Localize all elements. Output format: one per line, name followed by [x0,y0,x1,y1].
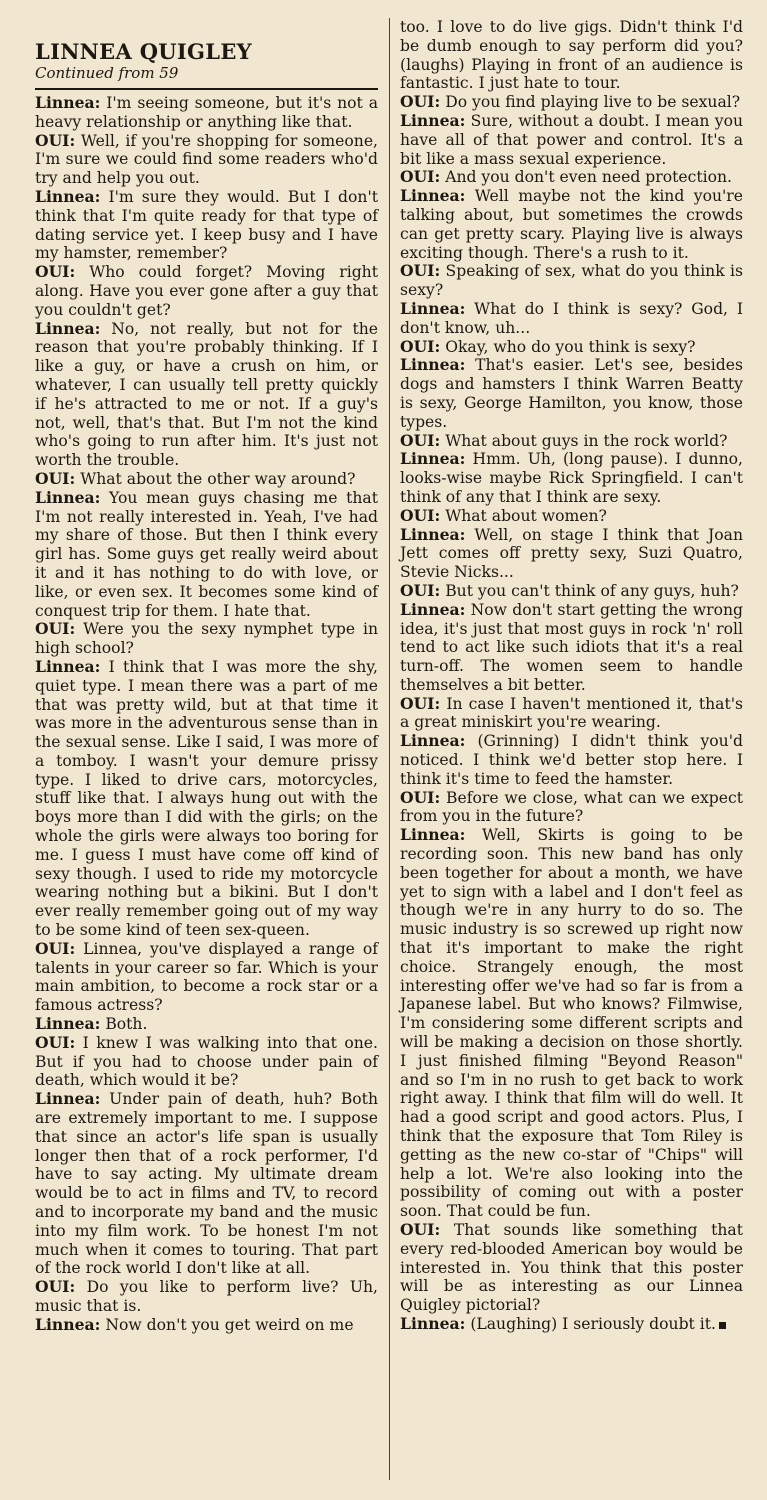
speaker-label: Linnea: [35,487,101,507]
end-of-article-mark [719,1322,726,1329]
speaker-label: OUI: [400,261,441,281]
speaker-label: OUI: [400,430,441,450]
interview-paragraph [35,1015,378,1034]
interview-paragraph [400,432,743,451]
header-rule [35,88,378,90]
paragraph-text: I knew I was walking into that one. But if you had to choose under pain of death, which would it be? [35,1033,378,1090]
interview-paragraph [35,620,378,658]
speaker-label: Linnea: [35,93,101,112]
paragraph-text: Well, Skirts is going to be recording soon. This new band has only been together for about a month, we have yet to sign with a label and I don't feel as though we're in any hurry to do so. The music industry is so screwed up right now that it's important to make the right choice. Strangely enough, the most interesting offer we've had so far is from a Japanese label. But who knows? Filmwise, I'm considering some different scripts and will be making a decision on those shortly. I just finished filming "Beyond Reason" and so I'm in no rush to get back to work right away. I think that film will do well. It had a good script and good actors. Plus, I think that the exposure that Tom Riley is getting as the new co-star of "Chips" will help a lot. We're also looking into the possibility of coming out with a poster soon. That could be fun. [400,826,743,1221]
speaker-label: Linnea: [400,298,466,318]
paragraph-text: Now don't you get weird on me [100,1315,354,1334]
paragraph-text: Linnea, you've displayed a range of talents in your career so far. Which is your main ambition, to become a rock star or a famous actress? [35,939,378,1015]
speaker-label: OUI: [400,1220,441,1239]
paragraph-text: Now don't start getting the wrong idea, it's just that most guys in rock 'n' roll tend to act like such idiots that it's a real turn-off. The women seem to handle themselves a bit better. [400,600,743,694]
paragraph-text: Well maybe not the kind you're talking about, but sometimes the crowds can get pretty scary. Playing live is always exciting though. There's a rush to it. [400,187,743,262]
speaker-label: Linnea: [400,524,466,544]
left-column [35,40,378,1335]
paragraph-text: Well, on stage I think that Joan Jett comes off pretty sexy, Suzi Quatro, Stevie Nicks... [400,525,743,582]
interview-paragraph [400,507,743,526]
speaker-label: Linnea: [400,355,466,375]
column-divider [389,18,390,1480]
speaker-label: OUI: [35,1032,76,1052]
speaker-label: Linnea: [35,318,101,338]
paragraph-text: Who could forget? Moving right along. Have you ever gone after a guy that you couldn't get? [35,263,378,319]
paragraph-text: Do you find playing live to be sexual? [440,93,741,112]
interview-paragraph [400,338,743,357]
interview-paragraph [400,789,743,827]
speaker-label: Linnea: [35,1314,101,1334]
paragraph-text: Do you like to perform live? Uh, music that is. [35,1278,378,1315]
paragraph-text: What about guys in the rock world? [440,431,728,450]
paragraph-text: But you can't think of any guys, huh? [440,581,739,600]
interview-paragraph [400,112,743,168]
speaker-label: OUI: [35,130,76,150]
paragraph-text: Okay, who do you think is sexy? [440,337,696,356]
interview-paragraph [35,470,378,489]
speaker-label: OUI: [35,619,76,639]
interview-paragraph [400,187,743,262]
speaker-label: Linnea: [400,1313,466,1333]
paragraph-text: Sure, without a doubt. I mean you have all of that power and control. It's a bit like a mass sexual experience. [400,111,743,168]
adjacent-page-edge [752,0,767,1500]
interview-paragraph [35,263,378,319]
interview-paragraph [35,1090,378,1278]
speaker-label: OUI: [35,262,76,282]
interview-paragraph [35,1034,378,1090]
interview-paragraph [400,356,743,431]
paragraph-text: I'm sure they would. But I don't think that I'm quite ready for that type of dating service yet. I keep busy and I have my hamster, remember? [35,187,378,263]
speaker-label: OUI: [400,787,441,807]
paragraph-text: Both. [100,1015,148,1034]
paragraph-text: What about women? [440,506,607,525]
interview-paragraph [400,601,743,695]
paragraph-text: I'm seeing someone, but it's not a heavy relationship or anything like that. [35,94,378,131]
interview-paragraph [35,1316,378,1335]
speaker-label: Linnea: [400,731,466,751]
paragraph-text: Speaking of sex, what do you think is sexy? [400,262,743,300]
speaker-label: Linnea: [400,449,466,469]
interview-paragraph [400,93,743,112]
interview-paragraph [35,1278,378,1316]
paragraph-text: Were you the sexy nymphet type in high school? [35,620,378,658]
speaker-label: Linnea: [35,186,101,206]
speaker-label: Linnea: [35,1089,101,1109]
speaker-label: OUI: [35,1277,76,1297]
interview-paragraph [400,300,743,338]
interview-paragraph [400,1315,743,1334]
paragraph-text: What about the other way around? [75,469,356,488]
paragraph-text: I think that I was more the shy, quiet type. I mean there was a part of me that was pretty wild, but at that time it was more in the adventurous sense than in the sexual sense. Like I said, I was more of a tomboy. I wasn't your demure prissy type. I liked to drive cars, motorcycles, stuff like that. I always hung out with the boys more than I did with the girls; on the whole the girls were always too boring for me. I guess I must have come off kind of sexy though. I used to ride my motorcycle wearing nothing but a bikini. But I don't ever really remember going out of my way to be some kind of teen sex-queen. [35,657,378,940]
speaker-label: OUI: [35,468,76,488]
left-column-body [35,94,378,1335]
paragraph-text: And you don't even need protection. [440,168,732,187]
article-title: LINNEA QUIGLEY [35,39,252,64]
interview-paragraph [400,732,743,788]
speaker-label: Linnea: [400,599,466,619]
speaker-label: OUI: [400,167,441,187]
paragraph-text: Under pain of death, huh? Both are extremely important to me. I suppose that since an actor's life span is usually longer then that of a rock performer, I'd have to say acting. My ultimate dream would be to act in films and TV, to record and to incorporate my band and the music into my film work. To be honest I'm not much when it comes to touring. That part of the rock world I don't like at all. [35,1090,378,1278]
interview-paragraph [35,132,378,188]
interview-paragraph [400,1221,743,1315]
interview-paragraph [400,450,743,506]
interview-paragraph [35,489,378,621]
paragraph-text: Well, if you're shopping for someone, I'm sure we could find some readers who'd try and help you out. [35,131,378,188]
interview-paragraph [35,940,378,1015]
paragraph-text: No, not really, but not for the reason that you're probably thinking. If I like a guy, or have a crush on him, or whatever, I can usually tell pretty quickly if he's attracted to me or not. If a guy's not, well, that's that. But I'm not the kind who's going to run after him. It's just not worth the trouble. [35,319,378,470]
speaker-label: OUI: [400,505,441,525]
speaker-label: Linnea: [400,110,466,130]
interview-paragraph [400,262,743,300]
speaker-label: OUI: [400,92,441,112]
paragraph-text: That's easier. Let's see, besides dogs and hamsters I think Warren Beatty is sexy, George Hamilton, you know, those types. [400,356,743,431]
interview-paragraph [400,582,743,601]
speaker-label: Linnea: [400,186,466,206]
paragraph-text: What do I think is sexy? God, I don't know, uh... [400,299,743,337]
interview-paragraph [35,94,378,132]
interview-paragraph [400,168,743,187]
paragraph-text: In case I haven't mentioned it, that's a great miniskirt you're wearing. [400,694,743,732]
interview-paragraph [35,658,378,940]
paragraph-text: Hmm. Uh, (long pause). I dunno, looks-wise maybe Rick Springfield. I can't think of any that I think are sexy. [400,450,743,506]
speaker-label: Linnea: [35,1014,101,1034]
speaker-label: Linnea: [400,825,466,845]
speaker-label: OUI: [400,580,441,600]
paragraph-text: Before we close, what can we expect from you in the future? [400,788,743,826]
paragraph-text: (Grinning) I didn't think you'd noticed. I think we'd better stop here. I think it's time to feed the hamster. [400,732,743,788]
interview-paragraph [400,826,743,1221]
speaker-label: Linnea: [35,656,101,676]
interview-paragraph [400,18,743,93]
interview-paragraph [400,695,743,733]
interview-paragraph [35,320,378,470]
paragraph-text: (Laughing) I seriously doubt it. [465,1314,716,1333]
interview-paragraph [35,188,378,263]
speaker-label: OUI: [35,938,76,958]
right-column-body [400,18,743,1334]
continued-note: Continued from 59 [35,64,179,82]
interview-paragraph [400,526,743,582]
speaker-label: OUI: [400,693,441,713]
paragraph-text: You mean guys chasing me that I'm not really interested in. Yeah, I've had my share of those. But then I think every girl has. Some guys get really weird about it and it has nothing to do with love, or like, or even sex. It becomes some kind of conquest trip for them. I hate that. [35,488,378,620]
right-column [400,18,743,1334]
speaker-label: OUI: [400,336,441,356]
paragraph-text: That sounds like something that every red-blooded American boy would be interested in. You think that this poster will be as interesting as our Linnea Quigley pictorial? [400,1221,743,1315]
paragraph-text: too. I love to do live gigs. Didn't think I'd be dumb enough to say perform did you? (laughs) Playing in front of an audience is fantastic. I just hate to tour. [400,18,743,93]
